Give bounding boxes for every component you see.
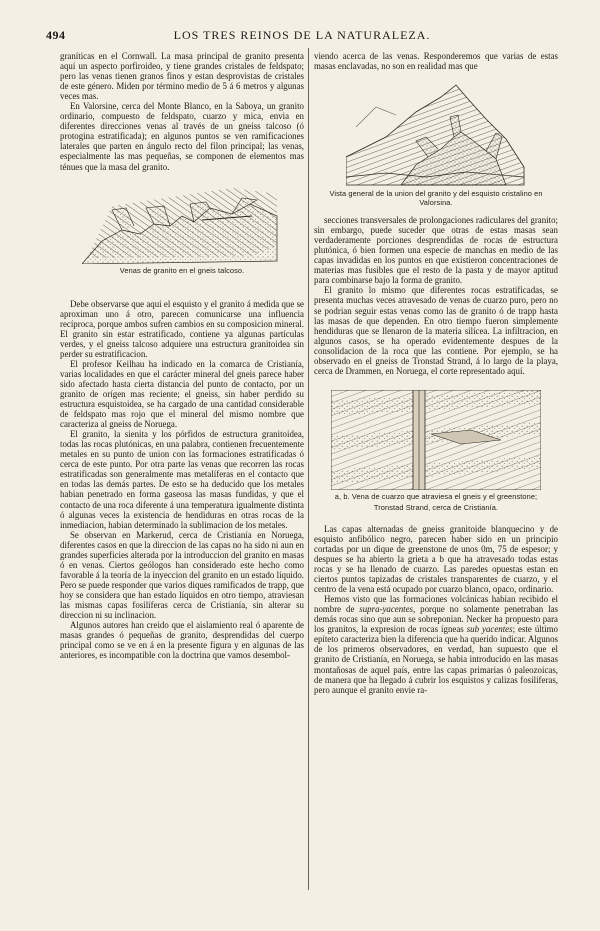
page-number: 494 — [46, 28, 66, 42]
figure-valorsine-view — [314, 77, 558, 207]
paragraph: viendo acerca de las venas. Responderemos que varias de estas masas enclavadas, no son en realidad mas que — [314, 51, 558, 72]
quartz-vein-illustration — [331, 390, 541, 490]
figure-caption: Venas de granito en el gneis talcoso. — [119, 265, 245, 275]
paragraph: El granito lo mismo que diferentes rocas estratificadas, se presenta muchas veces atravesado de venas de cuarzo puro, pero no se podrian seguir estas venas como las de granito ó de trapp hasta las masas de que dependen. En otro tiempo fueron simplemente hendiduras que se llenaron de la materia silícea. La infiltracion, en algunos casos, se ha operado evidentemente despues de la consolidacion de la roca que las contiene. Por ejemplo, se ha observado en el gneiss de Tronstad Strand, á lo largo de la playa, cerca de Drammen, en Noruega, el corte representado aquí. — [314, 285, 558, 376]
paragraph: secciones transversales de prolongaciones radiculares del granito; sin embargo, puede suceder que otras de estas masas sean verdaderamente porciones desprendidas de rocas de estructura plutónica, ó bien formen una especie de manchas en medio de las capas invadidas en los puntos en que existieron concentraciones de materias mas fusibles que el resto de la pasta y de mayor aptitud para combinarse bajo la forma de granito. — [314, 215, 558, 286]
figure-granite-veins — [60, 186, 304, 275]
granite-veins-illustration — [82, 186, 282, 264]
paragraph: Hemos visto que las formaciones volcánicas habian recibido el nombre de supra-yacentes, porque no solamente penetraban las demás rocas sino que aun se sobreponian. Necker ha propuesto para los granitos, la expresion de rocas ígneas sub yacentes; este último epíteto caracteriza bien la diferencia que ha querido indicar. Algunos de los primeros observadores, en verdad, han supuesto que el granito de Cristianía, en Noruega, se habia introducido en las masas montañosas de aquel país, entre las capas primarias ó paleozoicas, de manera que ha llegado á cubrir los esquistos y calizas fosilíferas, pero aunque el granito envie ra- — [314, 594, 558, 695]
figure-caption: a, b. Vena de cuarzo que atraviesa el gneis y el greenstone; — [334, 491, 538, 501]
page-header — [46, 28, 558, 46]
paragraph: Las capas alternadas de gneiss granitoide blanquecino y de esquisto anfibólico negro, parecen haber sido en un principio cortadas por un dique de greenstone de unos 0m, 75 de espesor; y despues se ha abierto la grieta a b que ha atravesado todas estas rocas y se ha llenado de cuarzo. Las paredes opuestas estan en ciertos puntos tapizadas de cristales transparentes de cuarzo, y el centro de la vena está ocupado por cuarzo blanco, opaco, ordinario. — [314, 523, 558, 595]
paragraph: Algunos autores han creido que el aislamiento real ó aparente de masas grandes ó pequeñas de granito, desprendidas del cuerpo principal como se ve en á en la presente figura y en algunas de las anteriores, es incompatible con la doctrina que vamos desembol- — [60, 620, 304, 661]
valorsine-illustration — [346, 77, 526, 187]
paragraph: El profesor Keilhau ha indicado en la comarca de Cristianía, varias localidades en que el carácter mineral del gneis parece haber sido afectado hasta cierta distancia del punto de contacto, por un granito de orígen mas reciente; el gneiss, sin haber perdido su estructura esquistoidea, se ha cargado de una cantidad considerable de feldspato mas rojo que el mineral del mismo nombre que caracteriza al gneiss de Noruega. — [60, 358, 304, 430]
paragraph: El granito, la sienita y los pórfidos de estructura granitoidea, todas las rocas plutónicas, en una palabra, contienen frecuentemente metales en su punto de union con las formaciones estratificadas ó cerca de este punto. Por otra parte las venas que recorren las rocas estratificadas son generalmente mas metalíferas en el contacto que en todas las demás partes. De esto se ha deducido que los metales habian penetrado en forma gaseosa las masas fundidas, y que el contacto de una roca diferente á una temperatura igualmente distinta ó algunas veces la existencia de hendiduras en otras rocas de la inmediacion, habian determinado la sublimacion de los metales. — [60, 429, 304, 530]
figure-quartz-vein — [314, 390, 558, 512]
running-title: LOS TRES REINOS DE LA NATURALEZA. — [173, 28, 431, 42]
right-column — [314, 51, 558, 695]
figure-caption: Tronstad Strand, cerca de Cristianía. — [373, 502, 499, 512]
paragraph: En Valorsine, cerca del Monte Blanco, en la Saboya, un granito ordinario, compuesto de feldspato, cuarzo y mica, envia en diferentes direcciones venas al través de un gneiss talcoso (ó protogina estratificada); en algunos puntos se ven ramificaciones laterales que parten en ángulo recto del filon principal; las venas, especialmente las mas pequeñas, se componen de elementos mas ténues que la masa del granito. — [60, 101, 304, 172]
column-divider — [308, 48, 309, 890]
paragraph: Debe observarse que aquí el esquisto y el granito á medida que se aproximan uno á otro, parecen comunicarse una influencia recíproca, porque ambos sufren cambios en su composicion mineral. El granito sin estar estratificado, contiene ya algunas partículas verdes, y el gneiss talcoso adquiere una estructura granitoidea sin perder su estratificacion. — [60, 298, 304, 359]
paragraph: Se observan en Markerud, cerca de Cristianía en Noruega, diferentes casos en que la direccion de las capas no ha sido ni aun en grandes superficies alterada por la introduccion del granito en masas ó en venas. Ciertos geólogos han considerado este hecho como favorable á la teoría de la inyeccion del granito en un estado líquido. Pero se puede responder que varios diques ramificados de trapp, que hoy se considera que han estado líquidos en otro tiempo, atraviesan las mismas capas fosilíferas cerca de Cristianía, sin alterar su direccion ni su inclinacion. — [60, 529, 304, 621]
figure-caption: Vista general de la union del granito y del esquisto cristalino en Valorsina. — [329, 189, 543, 208]
paragraph: graníticas en el Cornwall. La masa principal de granito presenta aquí un aspecto porfiroideo, y tiene grandes cristales de feldspato; pero las venas tienen granos finos y estan desprovistas de cristales de este género. Miden por término medio de 5 á 6 metros y algunas veces mas. — [60, 51, 304, 102]
left-column — [60, 51, 304, 660]
